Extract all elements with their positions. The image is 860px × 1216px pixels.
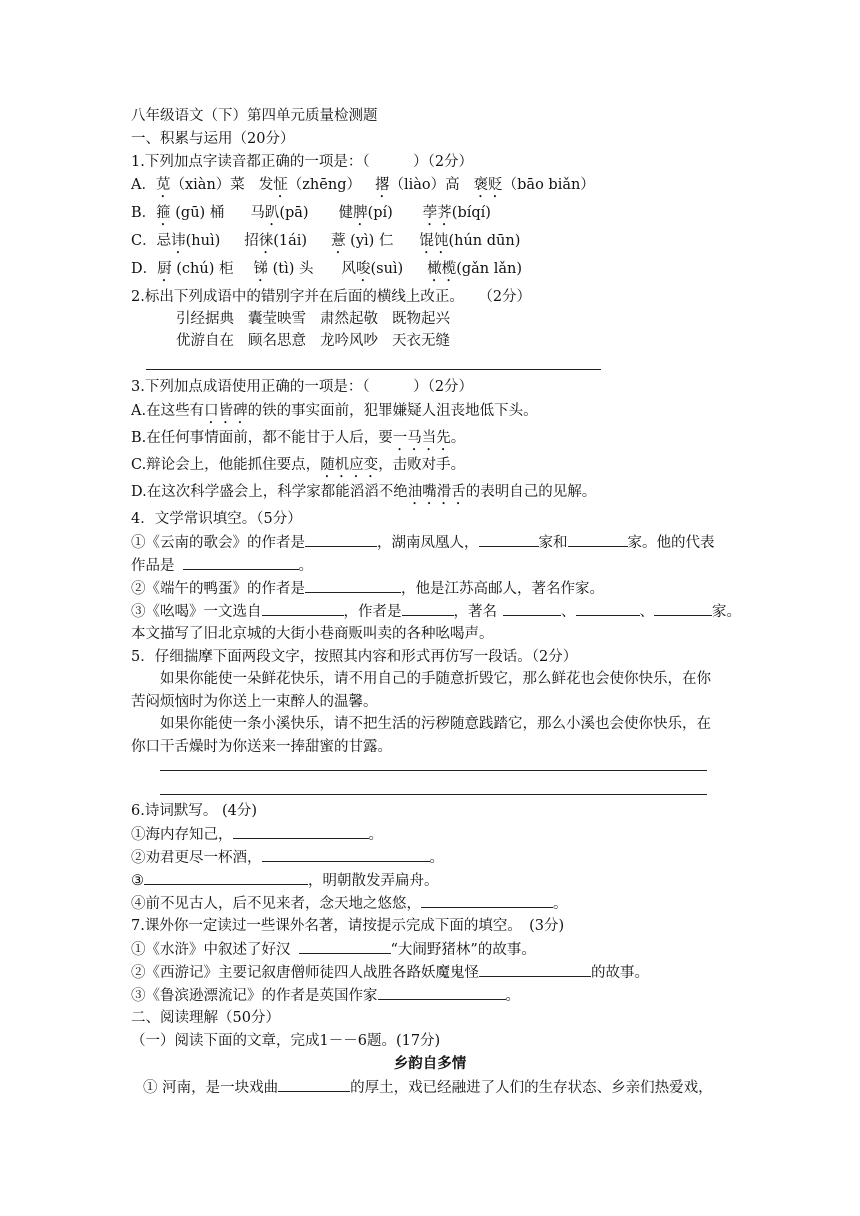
answer-line[interactable] (160, 770, 707, 771)
q1-option-b: B．箍 (gū) 桶 马趴(pā) 健脾(pí) 荸荠(bíqí) (131, 205, 491, 221)
q1-option-c: C．忌讳(huì) 招徕(1ái) 薏 (yì) 仁 馄饨(hún dūn) (131, 233, 521, 249)
question-1-stem: 1.下列加点字读音都正确的一项是：（ ）（2分） (131, 154, 474, 170)
q7-line: ③《鲁滨逊漂流记》的作者是英国作家 。 (131, 985, 520, 1006)
fill-blank[interactable] (262, 847, 430, 862)
q4-line: 作品是 。 (131, 555, 313, 576)
paragraph-line: 如果你能使一条小溪快乐，请不把生活的污秽随意践踏它，那么小溪也会使你快乐，在 (160, 716, 711, 732)
q4-line: 本文描写了旧北京城的大街小巷商贩叫卖的各种吆喝声。 (131, 626, 494, 642)
q6-line: ③ ，明朝散发弄扁舟。 (131, 870, 439, 891)
option-item: 苋（xiàn）菜 (155, 177, 245, 193)
q6-line: ④前不见古人，后不见来者，念天地之悠悠， 。 (131, 893, 568, 914)
fill-blank[interactable] (654, 601, 712, 616)
reading-part-heading: （一）阅读下面的文章，完成1－－6题。(17分) (131, 1033, 441, 1049)
q6-line: ②劝君更尽一杯酒， 。 (131, 847, 444, 868)
fill-blank[interactable] (305, 578, 401, 593)
q3-option-c: C.辩论会上，他能抓住要点，随机应变，击败对手。 (131, 457, 466, 473)
section-heading: 一、积累与运用（20分） (131, 131, 295, 147)
idiom-row: 优游自在 顾名思意 龙吟风吵 天衣无缝 (176, 333, 450, 349)
question-7-stem: 7.课外你一定读过一些课外名著，请按提示完成下面的填空。 (3分) (131, 918, 565, 934)
q3-option-a: A.在这些有口皆碑的铁的事实面前，犯罪嫌疑人沮丧地低下头。 (131, 403, 538, 419)
question-3-stem: 3.下列加点成语使用正确的一项是：（ ）（2分） (131, 379, 474, 395)
q3-option-d: D.在这次科学盛会上，科学家都能滔滔不绝油嘴滑舌的表明自己的见解。 (131, 484, 597, 500)
option-label: A． (131, 177, 156, 193)
fill-blank[interactable] (402, 601, 454, 616)
fill-blank[interactable] (576, 601, 640, 616)
fill-blank[interactable] (299, 939, 391, 954)
q1-option-a (131, 175, 595, 201)
fill-blank[interactable] (479, 962, 591, 977)
question-6-stem: 6.诗词默写。 (4分) (131, 803, 257, 819)
fill-blank[interactable] (378, 985, 506, 1000)
article-title: 乡韵自多情 (393, 1055, 467, 1072)
option-item: 撂（liào）高 (374, 177, 460, 193)
exam-title: 八年级语文（下）第四单元质量检测题 (131, 108, 378, 124)
q4-line: ③《吆喝》一文选自 ，作者是 ，著名 、 、 家。 (131, 601, 741, 622)
paragraph-line: 你口干舌燥时为你送来一捧甜蜜的甘露。 (131, 739, 392, 755)
fill-blank[interactable] (421, 893, 553, 908)
option-item: 褒贬（bāo biǎn） (473, 177, 595, 193)
fill-blank[interactable] (183, 555, 299, 570)
q3-option-b: B.在任何事情面前，都不能甘于人后，要一马当先。 (131, 430, 466, 446)
question-4-stem: 4．文学常识填空。（5分） (131, 511, 302, 527)
q6-line: ①海内存知己， 。 (131, 824, 383, 845)
answer-line[interactable] (160, 794, 707, 795)
paragraph-line: 苦闷烦恼时为你送上一束醉人的温馨。 (131, 694, 378, 710)
fill-blank[interactable] (305, 532, 377, 547)
article-paragraph: ① 河南，是一块戏曲 的厚土，戏已经融进了人们的生存状态、乡亲们热爱戏， (143, 1077, 713, 1098)
fill-blank[interactable] (278, 1077, 350, 1092)
fill-blank[interactable] (479, 532, 539, 547)
q7-line: ②《西游记》主要记叙唐僧师徒四人战胜各路妖魔鬼怪 的故事。 (131, 962, 649, 983)
answer-line[interactable] (146, 369, 601, 370)
question-2-stem: 2.标出下列成语中的错别字并在后面的横线上改正。 （2分） (131, 289, 532, 305)
fill-blank[interactable] (144, 870, 308, 885)
option-item: 发怔（zhēng） (258, 177, 361, 193)
question-5-stem: 5．仔细揣摩下面两段文字，按照其内容和形式再仿写一段话。（2分） (131, 649, 578, 665)
q4-line: ②《端午的鸭蛋》的作者是 ，他是江苏高邮人，著名作家。 (131, 578, 604, 599)
section-heading: 二、阅读理解（50分） (131, 1010, 280, 1026)
fill-blank[interactable] (233, 824, 369, 839)
fill-blank[interactable] (262, 601, 344, 616)
paragraph-line: 如果你能使一朵鲜花快乐，请不用自己的手随意折毁它，那么鲜花也会使你快乐，在你 (160, 671, 711, 687)
q1-option-d: D．厨 (chú) 柜 锑 (tì) 头 风唆(suì) 橄榄(gǎn lǎn) (131, 261, 523, 277)
idiom-row: 引经据典 囊莹映雪 肃然起敬 既物起兴 (176, 311, 450, 327)
q7-line: ①《水浒》中叙述了好汉 “大闹野猪林”的故事。 (131, 939, 536, 960)
fill-blank[interactable] (568, 532, 628, 547)
fill-blank[interactable] (503, 601, 561, 616)
q4-line: ①《云南的歌会》的作者是 ，湖南凤凰人， 家和 家。他的代表 (131, 532, 715, 553)
